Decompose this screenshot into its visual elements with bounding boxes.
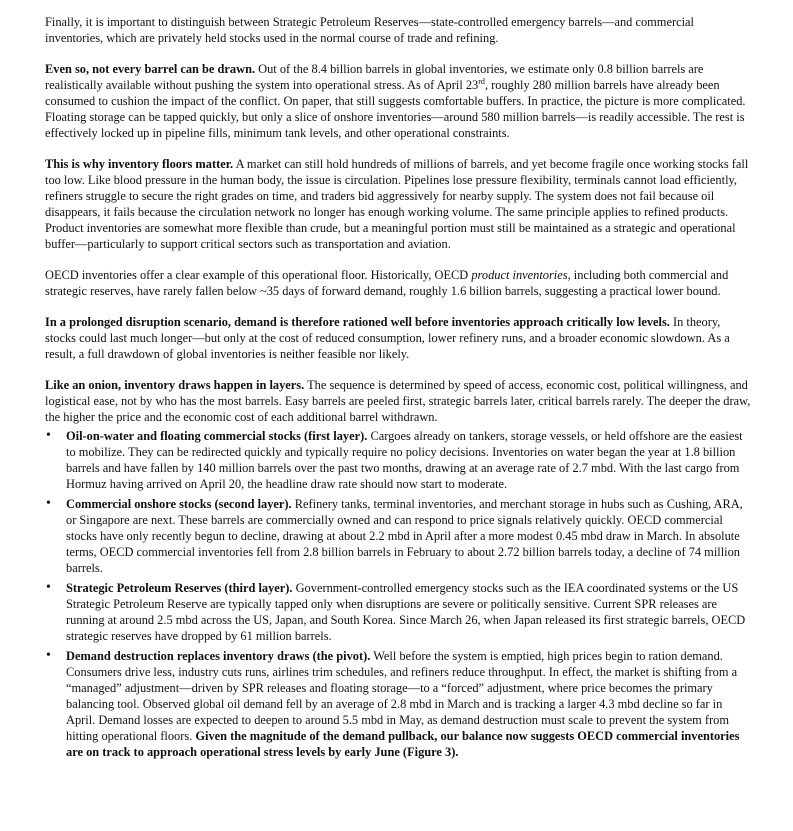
paragraph-italic: product inventories, <box>471 268 571 282</box>
bullet-lead: Oil-on-water and floating commercial stocks (first layer). <box>66 429 368 443</box>
bullet-dot-icon: • <box>46 496 51 511</box>
paragraph-text: including both commercial and strategic reserves, have rarely fallen below ~35 days of forward demand, roughly 1.6 billion barrels, suggesting a practical lower bound. <box>45 268 729 298</box>
bullet-dot-icon: • <box>46 580 51 595</box>
layer-bullet-list <box>45 428 753 760</box>
bullet-lead: Demand destruction replaces inventory draws (the pivot). <box>66 649 371 663</box>
paragraph-text: Finally, it is important to distinguish between Strategic Petroleum Reserves—state-controlled emergency barrels—and commercial inventories, which are privately held stocks used in the normal course of trade and refining. <box>45 15 694 45</box>
bullet-text: Well before the system is emptied, high prices begin to ration demand. Consumers drive less, industry cuts runs, airlines trim schedules, and refiners reduce throughput. In effect, the market is shifting from a “managed” adjustment—driven by SPR releases and floating storage—to a “forced” adjustment, where price becomes the primary balancing tool. Observed global oil demand fell by an average of 2.8 mbd in March and is tracking a larger 4.3 mbd decline so far in April. Demand losses are expected to deepen to around 5.5 mbd in May, as demand destruction must scale to prevent the system from hitting operational floors. <box>66 649 738 743</box>
paragraph-spr-distinction <box>45 14 753 46</box>
paragraph-not-every-barrel <box>45 61 753 141</box>
bullet-dot-icon: • <box>46 428 51 443</box>
bullet-lead: Commercial onshore stocks (second layer). <box>66 497 292 511</box>
bullet-first-layer <box>45 428 753 492</box>
bullet-demand-pivot <box>45 648 753 760</box>
paragraph-text: OECD inventories offer a clear example of this operational floor. Historically, OECD <box>45 268 472 282</box>
paragraph-text: The sequence is determined by speed of access, economic cost, political willingness, and logistical ease, not by who has the most barrels. Easy barrels are peeled first, strategic barrels later, critical barrels rarely. The deeper the draw, the higher the price and the economic cost of each additional barrel withdrawn. <box>45 378 751 424</box>
paragraph-demand-rationed <box>45 314 753 362</box>
bullet-lead: Strategic Petroleum Reserves (third layer). <box>66 581 293 595</box>
paragraph-lead: Even so, not every barrel can be drawn. <box>45 62 256 76</box>
paragraph-lead: Like an onion, inventory draws happen in layers. <box>45 378 305 392</box>
paragraph-text: A market can still hold hundreds of millions of barrels, and yet become fragile once working stocks fall too low. Like blood pressure in the human body, the issue is circulation. Pipelines lose pressure flexibility, terminals cannot load efficiently, refiners struggle to secure the right grades on time, and traders bid aggressively for nearby supply. The system does not fail because oil disappears, it fails because the circulation network no longer has enough working volume. The same principle applies to refined products. Product inventories are somewhat more flexible than crude, but a meaningful portion must still be maintained as a strategic and operational buffer—particularly to support critical sectors such as transportation and aviation. <box>45 157 749 251</box>
paragraph-oecd-floor <box>45 267 753 299</box>
bullet-second-layer <box>45 496 753 576</box>
paragraph-text: Out of the 8.4 billion barrels in global inventories, we estimate only 0.8 billion barrels are realistically available without pushing the system into operational stress. As of April 23 <box>45 62 704 92</box>
paragraph-onion-layers <box>45 377 753 425</box>
paragraph-lead: In a prolonged disruption scenario, demand is therefore rationed well before inventories approach critically low levels. <box>45 315 670 329</box>
bullet-text: Cargoes already on tankers, storage vessels, or held offshore are the easiest to mobilize. They can be redirected quickly and typically require no policy decisions. Inventories on water began the year at 1.8 billion barrels and have fallen by 140 million barrels over the past two months, drawing at an average rate of 2.7 mbd. With the last cargo from Hormuz having arrived on April 20, the headline draw rate should now start to moderate. <box>66 429 743 491</box>
bullet-text: Refinery tanks, terminal inventories, and merchant storage in hubs such as Cushing, ARA, or Singapore are next. These barrels are commercially owned and can respond to price signals relatively quickly. OECD commercial stocks have only recently begun to decline, drawing at about 2.2 mbd in April after a more modest 0.45 mbd draw in March. In absolute terms, OECD commercial inventories fell from 2.8 billion barrels in February to about 2.72 billion barrels today, a decline of 74 million barrels. <box>66 497 743 575</box>
bullet-text: Government-controlled emergency stocks such as the IEA coordinated systems or the US Strategic Petroleum Reserve are typically tapped only when disruptions are severe or politically sensitive. Current SPR releases are running at around 2.5 mbd across the US, Japan, and South Korea. Since March 26, when Japan released its first strategic barrels, OECD strategic reserves have dropped by 61 million barrels. <box>66 581 746 643</box>
paragraph-inventory-floors <box>45 156 753 252</box>
paragraph-text: In theory, stocks could last much longer—but only at the cost of reduced consumption, lower refinery runs, and a broader economic slowdown. As a result, a full drawdown of global inventories is neither feasible nor likely. <box>45 315 730 361</box>
bullet-dot-icon: • <box>46 648 51 663</box>
paragraph-lead: This is why inventory floors matter. <box>45 157 234 171</box>
ordinal-suffix: rd <box>478 77 485 86</box>
bullet-conclusion: Given the magnitude of the demand pullback, our balance now suggests OECD commercial inventories are on track to approach operational stress levels by early June (Figure 3). <box>66 729 740 759</box>
paragraph-text: , roughly 280 million barrels have already been consumed to cushion the impact of the conflict. On paper, that still suggests comfortable buffers. In practice, the picture is more complicated. Floating storage can be tapped quickly, but only a slice of onshore inventories—around 580 million barrels—is readily accessible. The rest is effectively locked up in pipeline fills, minimum tank levels, and other operational constraints. <box>45 78 746 140</box>
bullet-third-layer <box>45 580 753 644</box>
